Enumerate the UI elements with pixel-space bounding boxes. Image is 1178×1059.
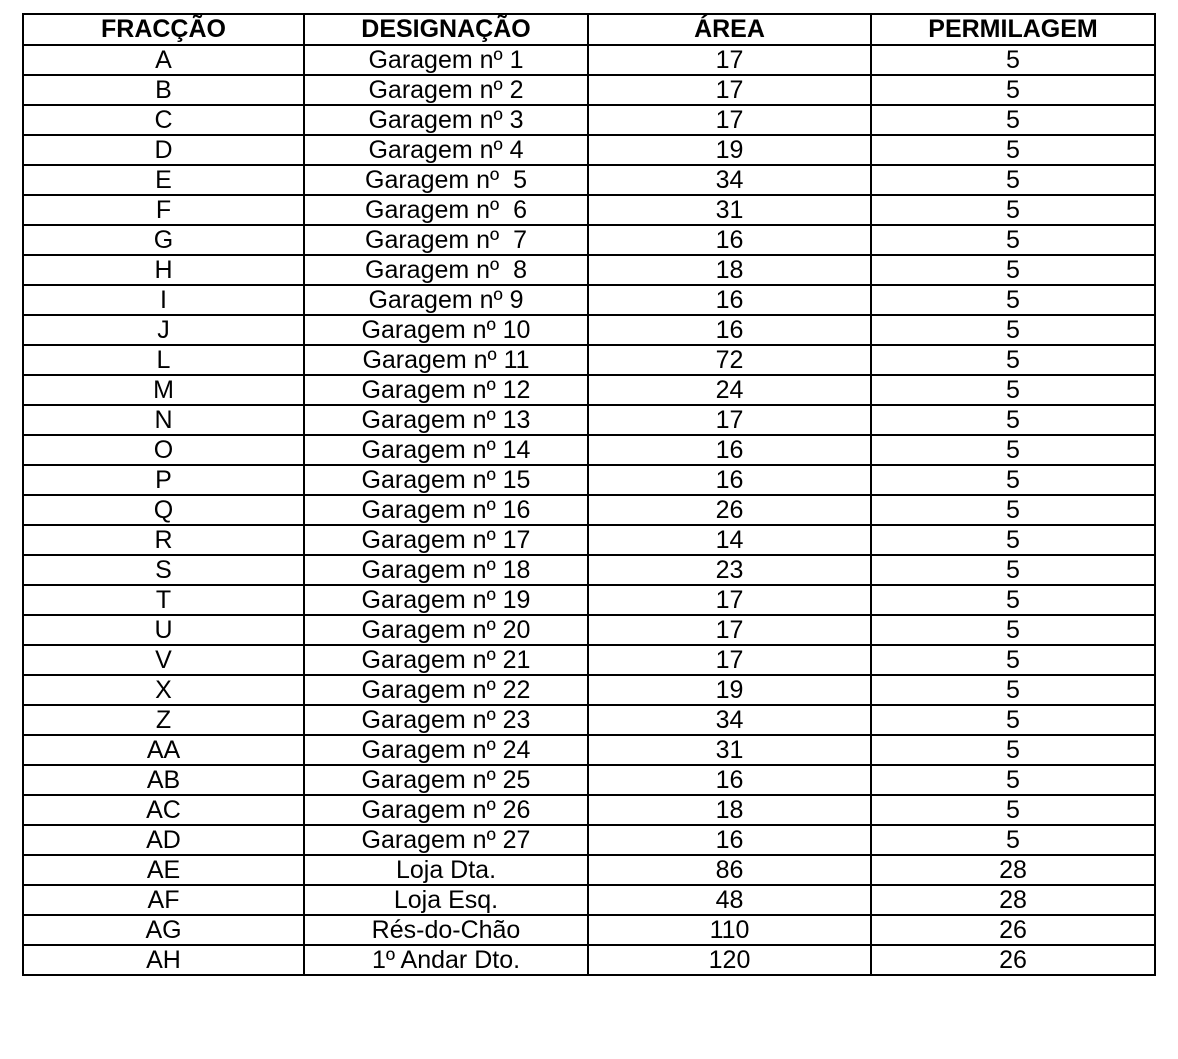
table-row (23, 195, 1155, 225)
table-row (23, 45, 1155, 75)
fraccao-cell: V (23, 645, 304, 675)
designacao-cell: Garagem nº 4 (304, 135, 588, 165)
table-row (23, 795, 1155, 825)
table-row (23, 645, 1155, 675)
designacao-cell: Loja Esq. (304, 885, 588, 915)
area-cell: 19 (588, 135, 871, 165)
permilagem-cell: 5 (871, 525, 1155, 555)
designacao-cell: Garagem nº 9 (304, 285, 588, 315)
permilagem-cell: 5 (871, 705, 1155, 735)
fraccao-cell: G (23, 225, 304, 255)
fraccao-cell: D (23, 135, 304, 165)
designacao-cell: Garagem nº 18 (304, 555, 588, 585)
header-fraccao: FRACÇÃO (23, 14, 304, 45)
table-row (23, 915, 1155, 945)
area-cell: 18 (588, 255, 871, 285)
table-row (23, 615, 1155, 645)
designacao-cell: Garagem nº 24 (304, 735, 588, 765)
fraccao-cell: F (23, 195, 304, 225)
fraccao-cell: N (23, 405, 304, 435)
fraction-table (22, 13, 1156, 976)
table-row (23, 495, 1155, 525)
table-row (23, 525, 1155, 555)
fraccao-cell: Z (23, 705, 304, 735)
header-designacao: DESIGNAÇÃO (304, 14, 588, 45)
designacao-cell: Loja Dta. (304, 855, 588, 885)
permilagem-cell: 5 (871, 105, 1155, 135)
table-row (23, 165, 1155, 195)
designacao-cell: Garagem nº 25 (304, 765, 588, 795)
fraccao-cell: X (23, 675, 304, 705)
area-cell: 17 (588, 75, 871, 105)
area-cell: 24 (588, 375, 871, 405)
fraccao-cell: A (23, 45, 304, 75)
permilagem-cell: 5 (871, 225, 1155, 255)
permilagem-cell: 5 (871, 135, 1155, 165)
area-cell: 18 (588, 795, 871, 825)
permilagem-cell: 5 (871, 585, 1155, 615)
permilagem-cell: 5 (871, 735, 1155, 765)
area-cell: 16 (588, 225, 871, 255)
table-row (23, 675, 1155, 705)
fraccao-cell: AC (23, 795, 304, 825)
designacao-cell: Garagem nº 16 (304, 495, 588, 525)
table-row (23, 705, 1155, 735)
area-cell: 16 (588, 825, 871, 855)
table-row (23, 555, 1155, 585)
permilagem-cell: 26 (871, 915, 1155, 945)
designacao-cell: Garagem nº 7 (304, 225, 588, 255)
area-cell: 31 (588, 195, 871, 225)
fraccao-cell: J (23, 315, 304, 345)
fraccao-cell: S (23, 555, 304, 585)
permilagem-cell: 28 (871, 855, 1155, 885)
area-cell: 17 (588, 105, 871, 135)
table-row (23, 135, 1155, 165)
table-body (23, 45, 1155, 975)
area-cell: 17 (588, 45, 871, 75)
permilagem-cell: 5 (871, 765, 1155, 795)
permilagem-cell: 5 (871, 75, 1155, 105)
fraccao-cell: R (23, 525, 304, 555)
area-cell: 16 (588, 765, 871, 795)
table-row (23, 75, 1155, 105)
designacao-cell: Garagem nº 6 (304, 195, 588, 225)
fraccao-cell: U (23, 615, 304, 645)
designacao-cell: Garagem nº 20 (304, 615, 588, 645)
table-row (23, 465, 1155, 495)
permilagem-cell: 5 (871, 315, 1155, 345)
fraccao-cell: B (23, 75, 304, 105)
designacao-cell: Garagem nº 26 (304, 795, 588, 825)
area-cell: 72 (588, 345, 871, 375)
area-cell: 16 (588, 465, 871, 495)
area-cell: 120 (588, 945, 871, 975)
designacao-cell: Garagem nº 5 (304, 165, 588, 195)
area-cell: 86 (588, 855, 871, 885)
table-row (23, 375, 1155, 405)
designacao-cell: Garagem nº 8 (304, 255, 588, 285)
table-row (23, 225, 1155, 255)
designacao-cell: Garagem nº 14 (304, 435, 588, 465)
area-cell: 110 (588, 915, 871, 945)
header-area: ÁREA (588, 14, 871, 45)
table-row (23, 105, 1155, 135)
table-row (23, 765, 1155, 795)
permilagem-cell: 5 (871, 615, 1155, 645)
permilagem-cell: 5 (871, 825, 1155, 855)
fraccao-cell: AA (23, 735, 304, 765)
table-row (23, 315, 1155, 345)
fraccao-cell: L (23, 345, 304, 375)
table-row (23, 855, 1155, 885)
designacao-cell: Garagem nº 1 (304, 45, 588, 75)
permilagem-cell: 26 (871, 945, 1155, 975)
permilagem-cell: 5 (871, 645, 1155, 675)
fraccao-cell: T (23, 585, 304, 615)
header-permilagem: PERMILAGEM (871, 14, 1155, 45)
table-row (23, 405, 1155, 435)
designacao-cell: Garagem nº 10 (304, 315, 588, 345)
fraccao-cell: AG (23, 915, 304, 945)
permilagem-cell: 5 (871, 255, 1155, 285)
permilagem-cell: 5 (871, 165, 1155, 195)
area-cell: 16 (588, 435, 871, 465)
table-row (23, 285, 1155, 315)
designacao-cell: Garagem nº 22 (304, 675, 588, 705)
table-row (23, 945, 1155, 975)
designacao-cell: Garagem nº 21 (304, 645, 588, 675)
header-row (23, 14, 1155, 45)
permilagem-cell: 5 (871, 555, 1155, 585)
table-row (23, 885, 1155, 915)
designacao-cell: Rés-do-Chão (304, 915, 588, 945)
table-row (23, 825, 1155, 855)
designacao-cell: Garagem nº 11 (304, 345, 588, 375)
permilagem-cell: 5 (871, 465, 1155, 495)
designacao-cell: Garagem nº 3 (304, 105, 588, 135)
fraccao-cell: C (23, 105, 304, 135)
fraccao-cell: P (23, 465, 304, 495)
permilagem-cell: 5 (871, 285, 1155, 315)
area-cell: 26 (588, 495, 871, 525)
area-cell: 17 (588, 585, 871, 615)
table-row (23, 255, 1155, 285)
fraccao-cell: AD (23, 825, 304, 855)
fraccao-cell: I (23, 285, 304, 315)
area-cell: 48 (588, 885, 871, 915)
area-cell: 19 (588, 675, 871, 705)
fraccao-cell: H (23, 255, 304, 285)
fraccao-cell: O (23, 435, 304, 465)
table-header (23, 14, 1155, 45)
permilagem-cell: 5 (871, 345, 1155, 375)
fraccao-cell: AB (23, 765, 304, 795)
permilagem-cell: 5 (871, 375, 1155, 405)
fraccao-cell: AH (23, 945, 304, 975)
table-row (23, 435, 1155, 465)
fraccao-cell: AF (23, 885, 304, 915)
designacao-cell: Garagem nº 27 (304, 825, 588, 855)
designacao-cell: Garagem nº 15 (304, 465, 588, 495)
designacao-cell: Garagem nº 12 (304, 375, 588, 405)
area-cell: 17 (588, 645, 871, 675)
designacao-cell: Garagem nº 2 (304, 75, 588, 105)
table-row (23, 735, 1155, 765)
permilagem-cell: 5 (871, 45, 1155, 75)
permilagem-cell: 28 (871, 885, 1155, 915)
designacao-cell: Garagem nº 17 (304, 525, 588, 555)
fraccao-cell: M (23, 375, 304, 405)
permilagem-cell: 5 (871, 795, 1155, 825)
area-cell: 34 (588, 705, 871, 735)
designacao-cell: 1º Andar Dto. (304, 945, 588, 975)
area-cell: 31 (588, 735, 871, 765)
area-cell: 14 (588, 525, 871, 555)
area-cell: 34 (588, 165, 871, 195)
area-cell: 23 (588, 555, 871, 585)
permilagem-cell: 5 (871, 435, 1155, 465)
fraccao-cell: Q (23, 495, 304, 525)
area-cell: 17 (588, 405, 871, 435)
designacao-cell: Garagem nº 13 (304, 405, 588, 435)
permilagem-cell: 5 (871, 675, 1155, 705)
area-cell: 17 (588, 615, 871, 645)
area-cell: 16 (588, 315, 871, 345)
table-row (23, 345, 1155, 375)
fraccao-cell: AE (23, 855, 304, 885)
designacao-cell: Garagem nº 19 (304, 585, 588, 615)
designacao-cell: Garagem nº 23 (304, 705, 588, 735)
area-cell: 16 (588, 285, 871, 315)
permilagem-cell: 5 (871, 495, 1155, 525)
table-row (23, 585, 1155, 615)
permilagem-cell: 5 (871, 405, 1155, 435)
permilagem-cell: 5 (871, 195, 1155, 225)
fraccao-cell: E (23, 165, 304, 195)
